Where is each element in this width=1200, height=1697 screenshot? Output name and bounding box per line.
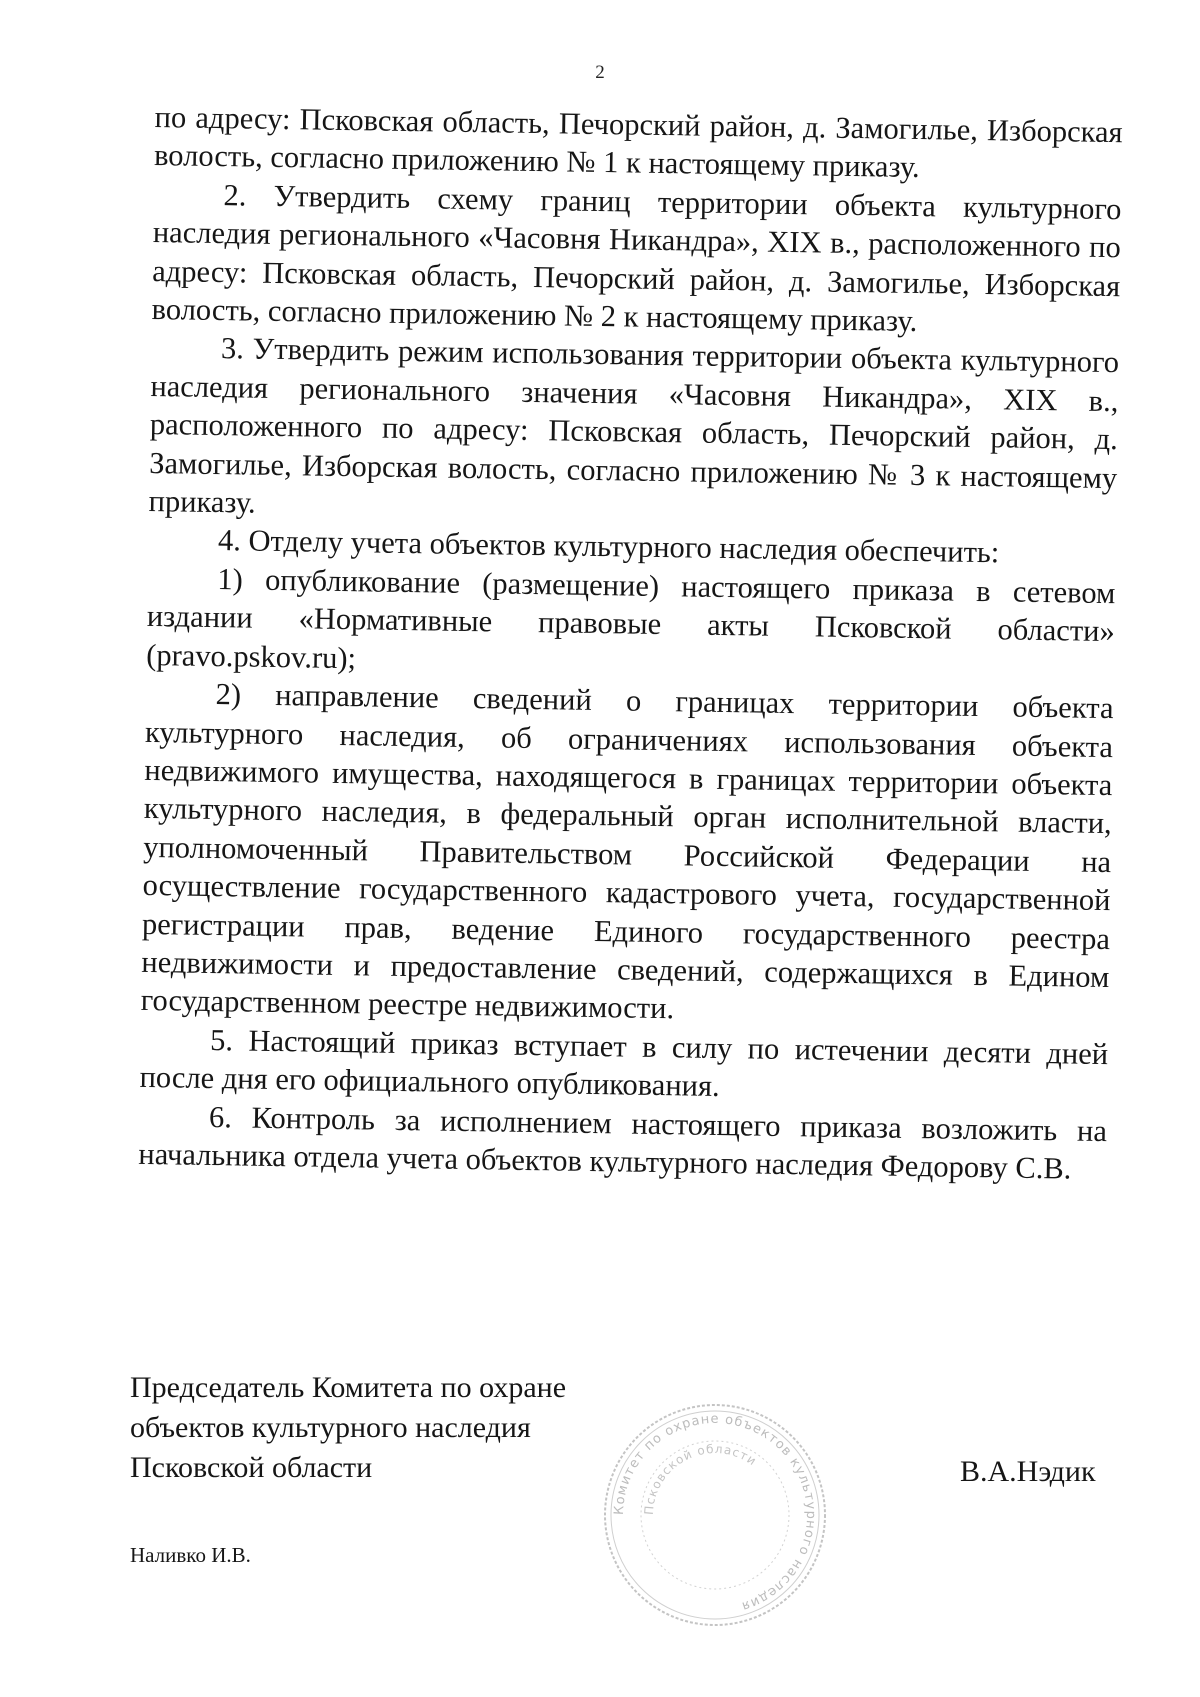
subitem-1: 1) опубликование (размещение) настоящего приказа в сетевом издании «Нормативные правовые акты Псковской области» (pravo.pskov.ru);: [145, 561, 1116, 675]
paragraph-item-2: 2. Утвердить схему границ территории объекта культурного наследия регионального «Часовня Никандра», XIX в., расположенного по адресу: Псковская область, Печорский район, д. Замогилье, Изборская волость, согласно приложению № 2 к настоящему приказу.: [151, 177, 1122, 339]
page-number: 2: [595, 62, 605, 83]
document-body: [138, 98, 1123, 1188]
paragraph-item-5: 5. Настоящий приказ вступает в силу по истечении десяти дней после дня его официального опубликования.: [139, 1022, 1109, 1104]
paragraph-item-4: 4. Отделу учета объектов культурного наследия обеспечить:: [217, 523, 1000, 570]
signature-position-line: Псковской области: [130, 1451, 373, 1484]
executor-name: Наливко И.В.: [130, 1543, 251, 1567]
paragraph-item-3: 3. Утвердить режим использования территории объекта культурного наследия регионального значения «Часовня Никандра», XIX в., расположенного по адресу: Псковская область, Печорский район, д. Замогилье, Изборская волость, согласно приложению № 3 к настоящему приказу.: [148, 331, 1120, 520]
signature-position-line: Председатель Комитета по охране: [130, 1371, 567, 1404]
seal-outer-text: Комитет по охране объектов культурного наследия: [611, 1411, 819, 1614]
svg-text:Псковской области: [642, 1442, 760, 1515]
official-seal: [600, 1400, 830, 1630]
paragraph-item-6: 6. Контроль за исполнением настоящего приказа возложить на начальника отдела учета объектов культурного наследия Федорову С.В.: [138, 1099, 1108, 1186]
seal-inner-text: Псковской области: [641, 1441, 760, 1516]
signature-position-line: объектов культурного наследия: [130, 1411, 531, 1444]
signature-position: [130, 1368, 650, 1488]
signer-name: В.А.Нэдик: [960, 1455, 1096, 1488]
subitem-2: 2) направление сведений о границах территории объекта культурного наследия, об ограничениях использования объекта недвижимого имущества, находящегося в границах территории объекта культурного наследия, в федеральный орган исполнительной власти, уполномоченный Правительством Российской Федерации на осуществление государственного кадастрового учета, государственной регистрации прав, ведение Единого государственного реестра недвижимости и предоставление сведений, содержащихся в Едином государственном реестре недвижимости.: [140, 677, 1114, 1026]
paragraph-continuation: по адресу: Псковская область, Печорский район, д. Замогилье, Изборская волость, согласно приложению № 1 к настоящему приказу.: [153, 99, 1123, 185]
